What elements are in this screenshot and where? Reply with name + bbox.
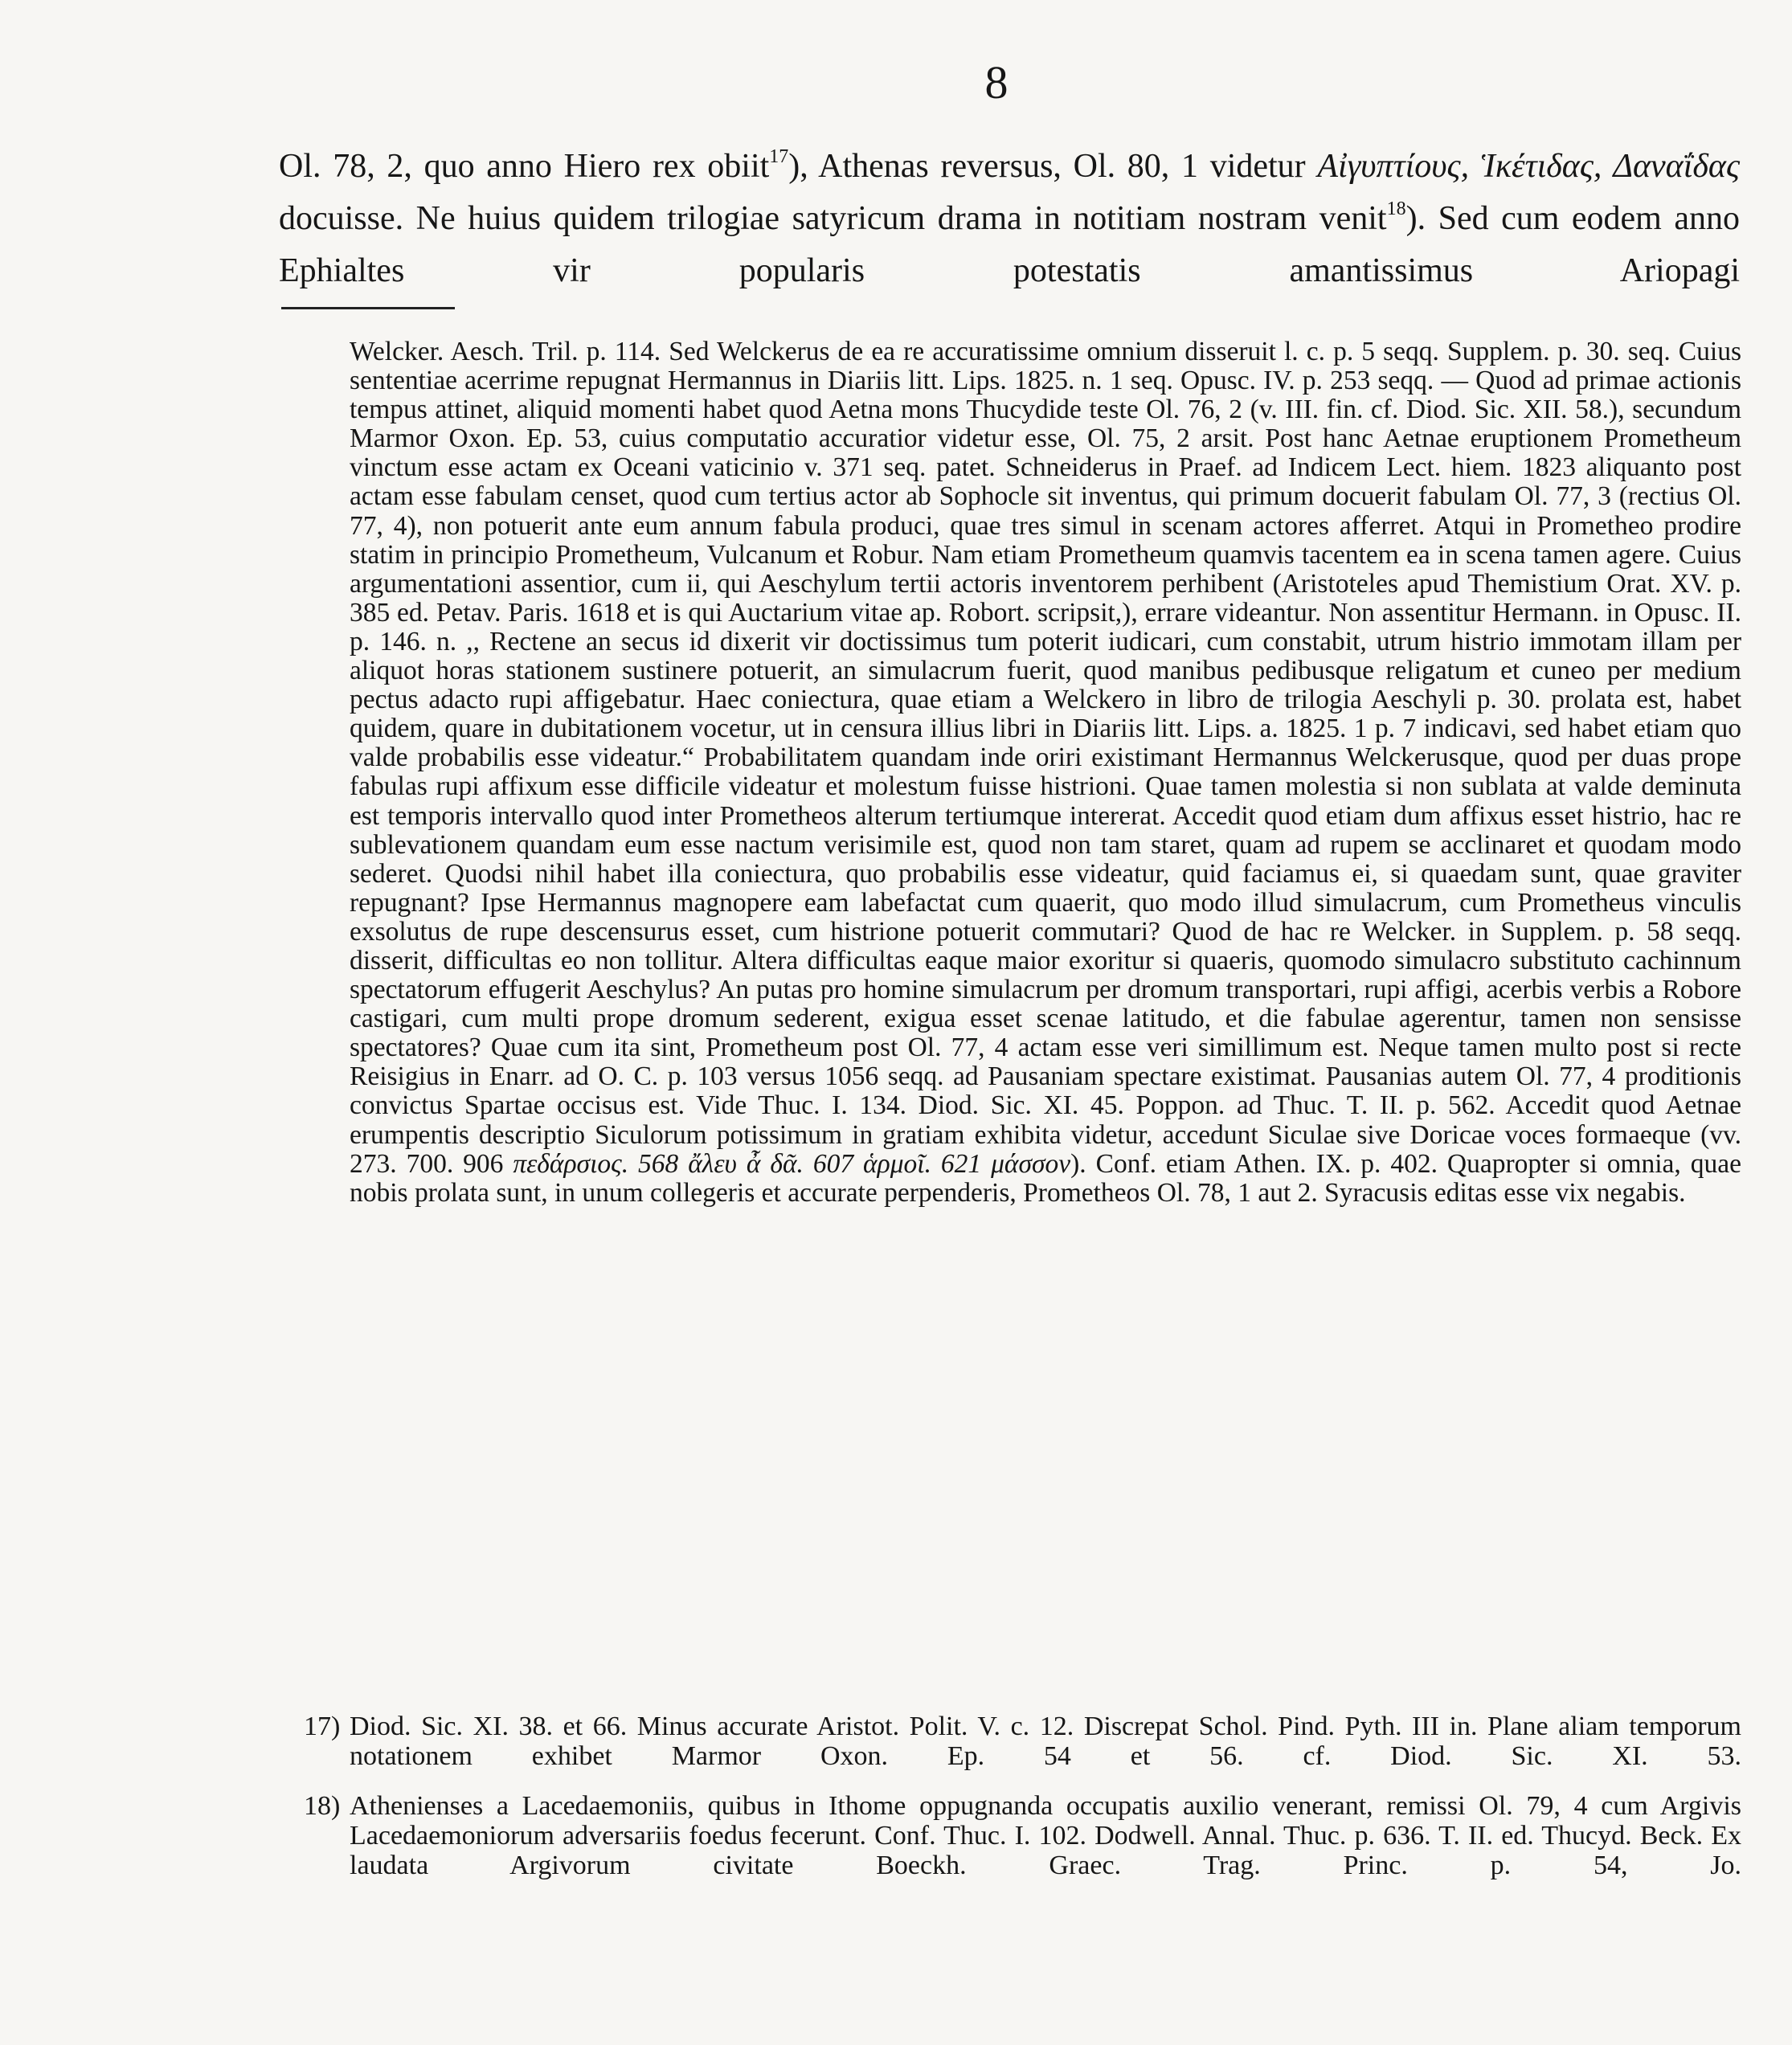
greek-titles: Αἰγυπτίους, Ἱκέτιδας, Δαναΐδας: [1317, 148, 1740, 185]
footnote-number: 17): [304, 1712, 341, 1741]
main-text: [279, 141, 1740, 297]
greek-forms: πεδάρσιος. 568 ἄλευ ἆ δᾶ. 607 ἁρμοῖ. 621 μάσσον: [513, 1148, 1071, 1179]
main-text-part: ), Athenas reversus, Ol. 80, 1 videtur: [788, 148, 1318, 185]
main-text-part: docuisse. Ne huius quidem trilogiae satyricum drama in notitiam nostram venit: [279, 200, 1387, 237]
footnote-separator: [281, 307, 455, 309]
footnote-number: 18): [304, 1791, 341, 1821]
main-text-part: Ol. 78, 2, quo anno Hiero rex obiit: [279, 148, 770, 185]
footnote-text: Athenienses a Lacedaemoniis, quibus in Ithome oppugnanda occupatis auxilio venerant, remissi Ol. 79, 4 cum Argivis Lacedaemoniorum adversariis foedus fecerunt. Conf. Thuc. I. 102. Dodwell. Annal. Thuc. p. 636. T. II. ed. Thucyd. Beck. Ex laudata Argivorum civitate Boeckh. Graec. Trag. Princ. p. 54, Jo.: [350, 1791, 1741, 1880]
footnote-continued: [350, 337, 1741, 1208]
footnote-ref-17: 17: [769, 146, 789, 167]
footnote-text: Diod. Sic. XI. 38. et 66. Minus accurate Aristot. Polit. V. c. 12. Discrepat Schol. Pind. Pyth. III in. Plane aliam temporum notationem exhibet Marmor Oxon. Ep. 54 et 56. cf. Diod. Sic. XI. 53.: [350, 1712, 1741, 1771]
page-number: 8: [984, 56, 1009, 108]
footnote-continued-text: Welcker. Aesch. Tril. p. 114. Sed Welckerus de ea re accuratissime omnium disseruit l. c. p. 5 seqq. Supplem. p. 30. seq. Cuius sententiae acerrime repugnat Hermannus in Diariis litt. Lips. 1825. n. 1 seq. Opusc. IV. p. 253 seqq. — Quod ad primae actionis tempus attinet, aliquid momenti habet quod Aetna mons Thucydide teste Ol. 76, 2 (v. III. fin. cf. Diod. Sic. XII. 58.), secundum Marmor Oxon. Ep. 53, cuius computatio accuratior videtur esse, Ol. 75, 2 arsit. Post hanc Aetnae eruptionem Prometheum vinctum esse actam ex Oceani vaticinio v. 371 seq. patet. Schneiderus in Praef. ad Indicem Lect. hiem. 1823 aliquanto post actam esse fabulam censet, quod cum tertius actor ab Sophocle sit inventus, qui primum docuerit fabulam Ol. 77, 3 (rectius Ol. 77, 4), non potuerit ante eum annum fabula produci, quae tres simul in scenam actores afferret. Atqui in Prometheo prodire statim in principio Prometheum, Vulcanum et Robur. Nam etiam Prometheum quamvis tacentem ea in scena tamen agere. Cuius argumentationi assentior, cum ii, qui Aeschylum tertii actoris inventorem perhibent (Aristoteles apud Themistium Orat. XV. p. 385 ed. Petav. Paris. 1618 et is qui Auctarium vitae ap. Robort. scripsit,), errare videantur. Non assentitur Hermann. in Opusc. II. p. 146. n. ,, Rectene an secus id dixerit vir doctissimus tum poterit iudicari, cum constabit, utrum histrio immotam illam per aliquot horas stationem sustinere potuerit, an simulacrum fuerit, quod manibus pedibusque religatum et cuneo per medium pectus adacto rupi affigebatur. Haec coniectura, quae etiam a Welckero in libro de trilogia Aeschyli p. 30. prolata est, habet quidem, quare in dubitationem vocetur, ut in censura illius libri in Diariis litt. Lips. a. 1825. 1 p. 7 indicavi, sed habet etiam quo valde probabilis esse videatur.“ Probabilitatem quandam inde oriri existimant Hermannus Welckerusque, quod per duas prope fabulas rupi affixum esse difficile videatur et molestum fuisse histrioni. Quae tamen molestia si non sublata at valde deminuta est temporis intervallo quod inter Prometheos alterum tertiumque intererat. Accedit quod etiam dum affixus esset histrio, hac re sublevationem quandam eum esse nactum verisimile est, quod non tam staret, quam ad rupem se acclinaret et quodam modo sederet. Quodsi nihil habet illa coniectura, quo probabilis esse videatur, quid faciamus ei, si quaedam sunt, quae graviter repugnant? Ipse Hermannus magnopere eam labefactat cum quaerit, quo modo illud simulacrum, cum Prometheus vinculis exsolutus de rupe descensurus esset, cum histrione potuerit commutari? Quod de hac re Welcker. in Supplem. p. 58 seqq. disserit, difficultas eo non tollitur. Altera difficultas eaque maior exoritur si quaeris, quomodo simulacro substituto cachinnum spectatorum effugerit Aeschylus? An putas pro homine simulacrum per dromum transportari, rupi affigi, acerbis verbis a Robore castigari, cum multi prope dromum sederent, exigua esset scenae latitudo, et die fabulae agerentur, tamen non sensisse spectatores? Quae cum ita sint, Prometheum post Ol. 77, 4 actam esse veri simillimum est. Neque tamen multo post si recte Reisigius in Enarr. ad O. C. p. 103 versus 1056 seqq. ad Pausaniam spectare existimat. Pausanias autem Ol. 77, 4 proditionis convictus Spartae occisus est. Vide Thuc. I. 134. Diod. Sic. XI. 45. Poppon. ad Thuc. T. II. p. 562. Accedit quod Aetnae erumpentis descriptio Siculorum potissimum in gratiam exhibita videtur, accedunt Siculae sive Doricae voces formaeque (vv. 273. 700. 906: [350, 337, 1741, 1179]
footnote-continued-text: ). Conf. etiam Athen. IX. p. 402. Quapropter si omnia, quae nobis prolata sunt, in unum collegeris et accurate perpenderis, Prometheos Ol. 78, 1 aut 2. Syracusis editas esse vix negabis.: [350, 1148, 1741, 1208]
main-text-part: ). Sed cum eodem anno Ephialtes vir popularis potestatis amantissimus Ariopagi: [279, 200, 1740, 289]
footnote-ref-18: 18: [1386, 198, 1406, 219]
